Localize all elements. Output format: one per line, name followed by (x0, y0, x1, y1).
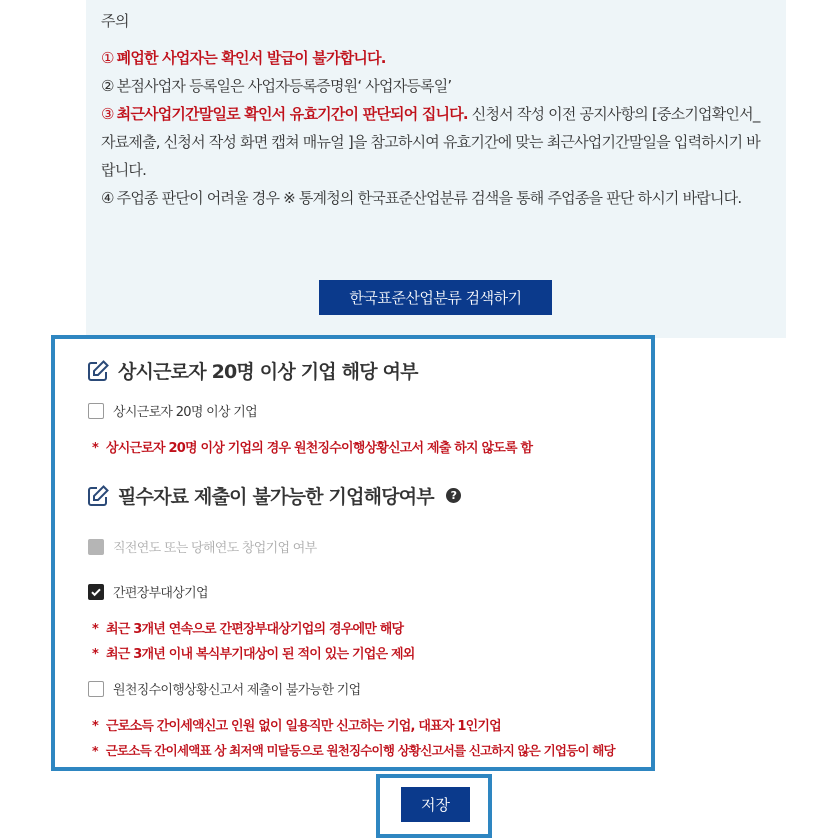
withholding-report-checkbox[interactable] (88, 681, 104, 697)
edit-icon (86, 359, 110, 383)
notice-list (101, 44, 773, 212)
checkbox-row-simple-bookkeeping[interactable] (88, 582, 208, 601)
employees-20-checkbox[interactable] (88, 403, 104, 419)
notice-item-1 (101, 44, 773, 72)
note-employees: * 상시근로자 20명 이상 기업의 경우 원천징수이행상황신고서 제출 하지 않도록 함 (92, 441, 533, 456)
note-simple-bookkeeping-2: * 최근 3개년 이내 복식부기대상이 된 적이 있는 기업은 제외 (92, 647, 415, 662)
notice-item-3 (101, 100, 773, 184)
item-number: ① (101, 49, 114, 67)
checkbox-label: 상시근로자 20명 이상 기업 (113, 405, 258, 420)
section-title-text: 필수자료 제출이 불가능한 기업해당여부 (118, 486, 434, 508)
notice-heading: 주의 (101, 12, 129, 30)
notice-item-text: 주업종 판단이 어려울 경우 ※ 통계청의 한국표준산업분류 검색을 통해 주업종을 판단 하시기 바랍니다. (116, 189, 742, 207)
section-title-required-docs (86, 482, 461, 509)
check-icon (90, 586, 102, 598)
edit-icon (86, 484, 110, 508)
notice-item-text: 신청서 작성 이전 공지사항의 [중소기업확인서_자료제출, 신청서 작성 화면 캡쳐 매뉴얼 ]을 참고하시여 유효기간에 맞는 최근사업기간말일을 입력하시기 바랍니다. (101, 105, 761, 179)
asterisk: * (92, 743, 98, 758)
notice-item-4 (101, 184, 773, 212)
section-title-employees (86, 357, 418, 384)
note-withholding-2: * 근로소득 간이세액표 상 최저액 미달등으로 원천징수이행 상황신고서를 신고하지 않은 기업등이 해당 (92, 743, 615, 758)
checkbox-row-employees[interactable] (88, 401, 257, 420)
checkbox-label: 원천징수이행상황신고서 제출이 불가능한 기업 (113, 683, 361, 698)
item-number: ② (101, 77, 114, 95)
notice-item-text: 본점사업자 등록일은 사업자등록증명원‘ 사업자등록일’ (116, 77, 452, 95)
checkbox-label: 직전연도 또는 당해연도 창업기업 여부 (113, 541, 317, 556)
simple-bookkeeping-checkbox[interactable] (88, 584, 104, 600)
item-number: ④ (101, 189, 114, 207)
checkbox-row-withholding[interactable] (88, 679, 360, 698)
asterisk: * (92, 647, 98, 662)
note-simple-bookkeeping-1: * 최근 3개년 연속으로 간편장부대상기업의 경우에만 해당 (92, 622, 404, 637)
save-button[interactable]: 저장 (401, 787, 470, 822)
notice-item-text: 폐업한 사업자는 확인서 발급이 불가합니다. (116, 49, 386, 67)
startup-company-checkbox (88, 539, 104, 555)
asterisk: * (92, 622, 98, 637)
checkbox-row-startup (88, 537, 316, 556)
industry-classification-search-button[interactable]: 한국표준산업분류 검색하기 (319, 280, 552, 315)
note-withholding-1: * 근로소득 간이세액신고 인원 없이 일용직만 신고하는 기업, 대표자 1인기업 (92, 719, 501, 734)
item-number: ③ (101, 105, 114, 123)
section-title-text: 상시근로자 20명 이상 기업 해당 여부 (118, 361, 418, 383)
asterisk: * (92, 719, 98, 734)
help-icon[interactable]: ? (446, 488, 461, 503)
notice-item-2 (101, 72, 773, 100)
checkbox-label: 간편장부대상기업 (113, 586, 208, 601)
notice-item-red-text: 최근사업기간말일로 확인서 유효기간이 판단되어 집니다. (116, 105, 468, 123)
asterisk: * (92, 441, 98, 456)
